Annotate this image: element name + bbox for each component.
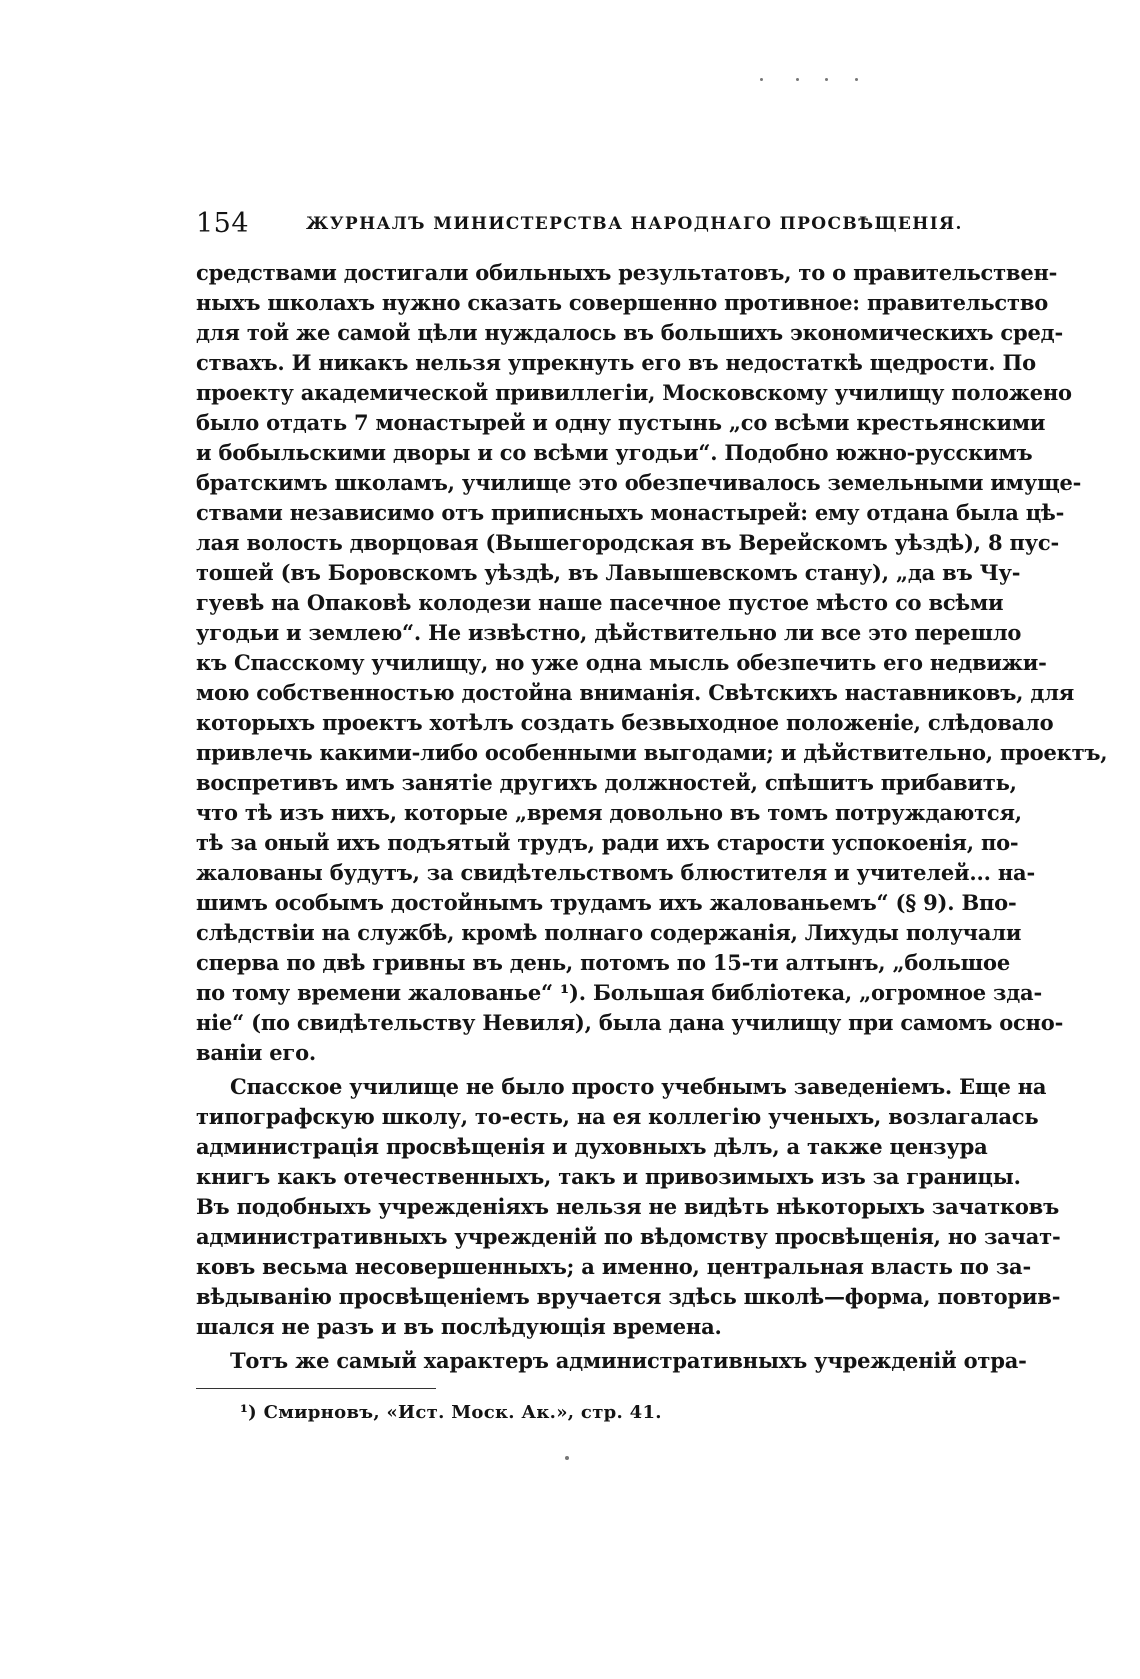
text-line: ніе“ (по свидѣтельству Невиля), была дана училищу при самомъ осно- <box>196 1010 1064 1035</box>
print-speck <box>796 78 799 81</box>
text-line: что тѣ изъ нихъ, которые „время довольно въ томъ потруждаются, <box>196 800 1022 825</box>
text-line: лая волость дворцовая (Вышегородская въ Верейскомъ уѣздѣ), 8 пус- <box>196 530 1059 555</box>
text-line: и бобыльскими дворы и со всѣми угодьи“. Подобно южно-русскимъ <box>196 440 1033 465</box>
text-line: шался не разъ и въ послѣдующія времена. <box>196 1314 722 1339</box>
text-line: ныхъ школахъ нужно сказать совершенно противное: правительство <box>196 290 1049 315</box>
paragraph-start-line: Тотъ же самый характеръ административныхъ учрежденій отра- <box>230 1348 1027 1373</box>
text-line: ствами независимо отъ приписныхъ монастырей: ему отдана была цѣ- <box>196 500 1065 525</box>
text-line: администрація просвѣщенія и духовныхъ дѣлъ, а также цензура <box>196 1134 988 1159</box>
text-line: братскимъ школамъ, училище это обезпечивалось земельными имуще- <box>196 470 1082 495</box>
page-number: 154 <box>196 208 250 239</box>
text-line: по тому времени жалованье“ ¹). Большая библіотека, „огромное зда- <box>196 980 1042 1005</box>
text-line: тошей (въ Боровскомъ уѣздѣ, въ Лавышевскомъ стану), „да въ Чу- <box>196 560 1021 585</box>
text-line: къ Спасскому училищу, но уже одна мысль обезпечить его недвижи- <box>196 650 1047 675</box>
text-line: мою собственностью достойна вниманія. Свѣтскихъ наставниковъ, для <box>196 680 1075 705</box>
text-line: воспретивъ имъ занятіе другихъ должностей, спѣшитъ прибавить, <box>196 770 1017 795</box>
text-line: Въ подобныхъ учрежденіяхъ нельзя не видѣть нѣкоторыхъ зачатковъ <box>196 1194 1059 1219</box>
text-line: проекту академической привиллегіи, Московскому училищу положено <box>196 380 1072 405</box>
text-line: для той же самой цѣли нуждалось въ большихъ экономическихъ сред- <box>196 320 1063 345</box>
text-line: ковъ весьма несовершенныхъ; а именно, центральная власть по за- <box>196 1254 1031 1279</box>
footnote: ¹) Смирновъ, «Ист. Моск. Ак.», стр. 41. <box>240 1402 662 1423</box>
text-line: административныхъ учрежденій по вѣдомству просвѣщенія, но зачат- <box>196 1224 1061 1249</box>
page-header <box>196 208 963 244</box>
text-line: ствахъ. И никакъ нельзя упрекнуть его въ недостаткѣ щедрости. По <box>196 350 1036 375</box>
text-line: тѣ за оный ихъ подъятый трудъ, ради ихъ старости успокоенія, по- <box>196 830 1019 855</box>
text-line: жалованы будутъ, за свидѣтельствомъ блюстителя и учителей... на- <box>196 860 1035 885</box>
print-speck <box>565 1456 569 1460</box>
text-line: книгъ какъ отечественныхъ, такъ и привозимыхъ изъ за границы. <box>196 1164 1021 1189</box>
footnote-divider <box>196 1388 436 1389</box>
text-line: угодьи и землею“. Не извѣстно, дѣйствительно ли все это перешло <box>196 620 1022 645</box>
text-line: привлечь какими-либо особенными выгодами; и дѣйствительно, проектъ, <box>196 740 1108 765</box>
paragraph-start-line: Спасское училище не было просто учебнымъ заведеніемъ. Еще на <box>230 1074 1047 1099</box>
running-title: ЖУРНАЛЪ МИНИСТЕРСТВА НАРОДНАГО ПРОСВѢЩЕНІЯ. <box>306 214 963 234</box>
text-line: средствами достигали обильныхъ результатовъ, то о правительствен- <box>196 260 1058 285</box>
text-line: вѣдыванію просвѣщеніемъ вручается здѣсь школѣ—форма, повторив- <box>196 1284 1061 1309</box>
print-speck <box>825 78 828 81</box>
print-speck <box>760 78 763 81</box>
text-line: ваніи его. <box>196 1040 316 1065</box>
text-line: сперва по двѣ гривны въ день, потомъ по 15-ти алтынъ, „большое <box>196 950 1010 975</box>
text-line: которыхъ проектъ хотѣлъ создать безвыходное положеніе, слѣдовало <box>196 710 1054 735</box>
print-speck <box>855 78 858 81</box>
text-line: слѣдствіи на службѣ, кромѣ полнаго содержанія, Лихуды получали <box>196 920 1022 945</box>
body-text <box>196 258 1108 1376</box>
text-line: гуевѣ на Опаковѣ колодези наше пасечное пустое мѣсто со всѣми <box>196 590 1004 615</box>
text-line: шимъ особымъ достойнымъ трудамъ ихъ жалованьемъ“ (§ 9). Впо- <box>196 890 1017 915</box>
text-line: типографскую школу, то-есть, на ея коллегію ученыхъ, возлагалась <box>196 1104 1039 1129</box>
text-line: было отдать 7 монастырей и одну пустынь „со всѣми крестьянскими <box>196 410 1046 435</box>
